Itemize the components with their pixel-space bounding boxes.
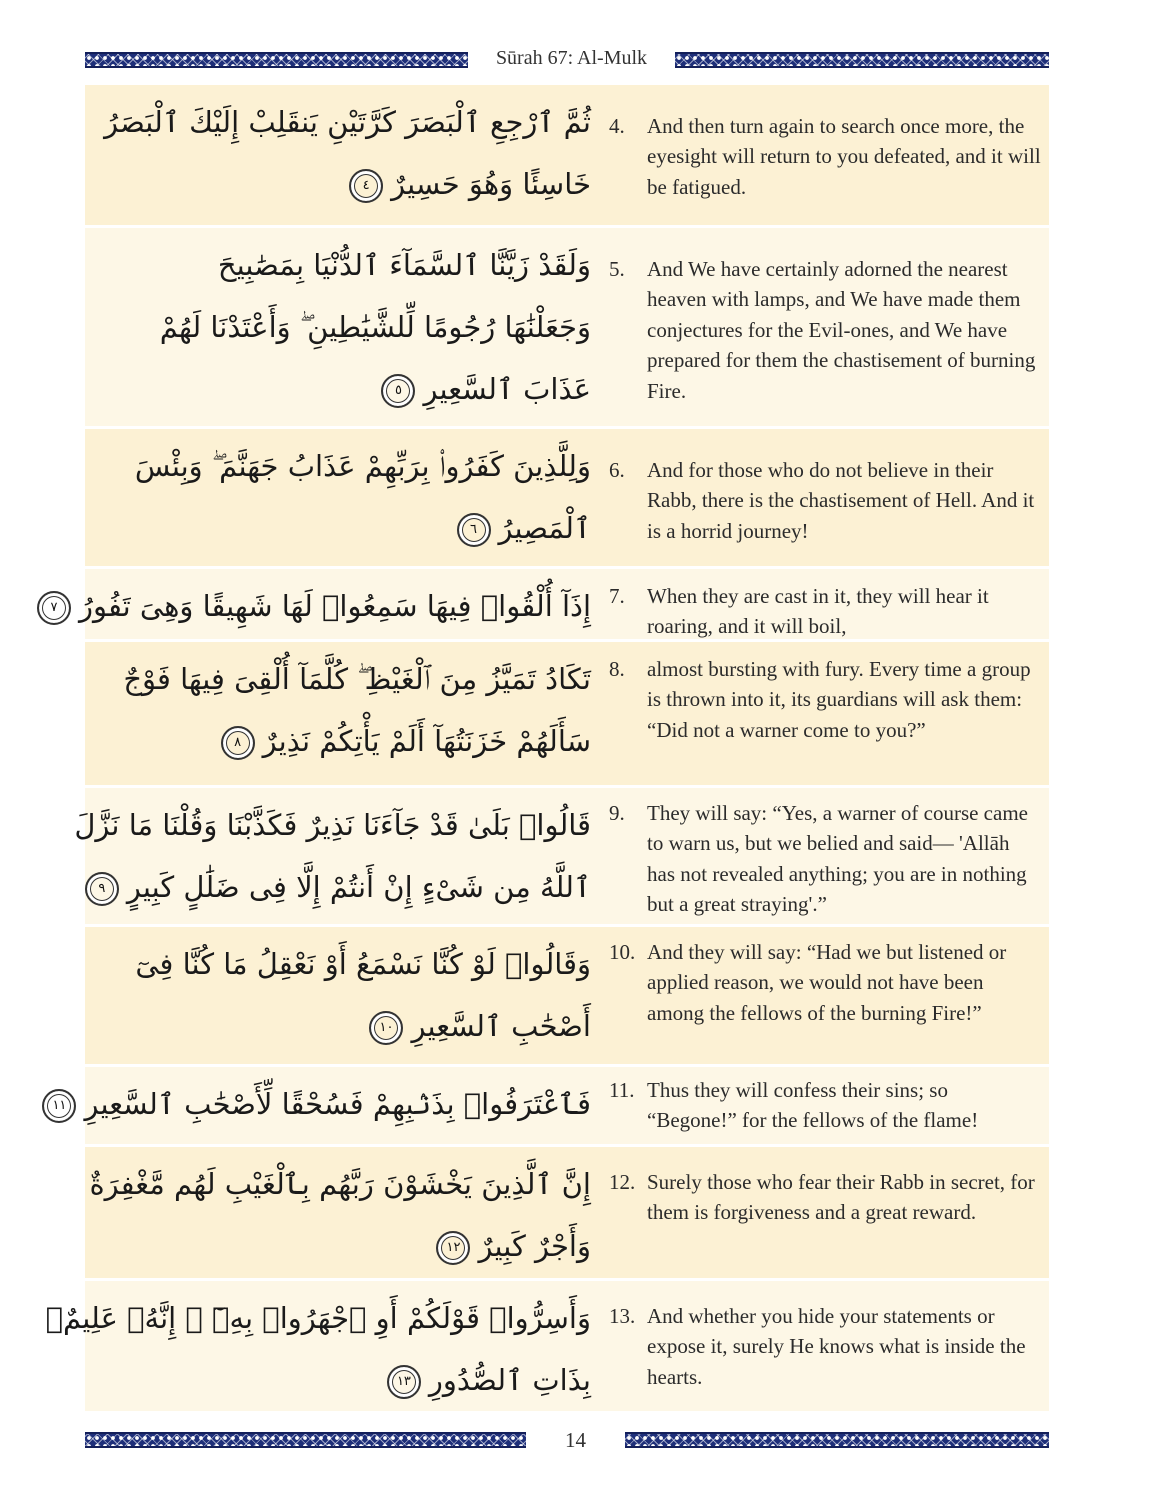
- arabic-line-text: أَصْحَٰبِ ٱلسَّعِيرِ: [411, 1009, 591, 1043]
- verse-number: 10.: [609, 940, 636, 964]
- arabic-text: [85, 228, 605, 426]
- arabic-line: [95, 497, 591, 559]
- translation-text: almost bursting with fury. Every time a group is thrown into it, its guardians will ask them: “Did not a warner come to you?”: [647, 657, 1031, 742]
- ayah-end-marker: ١٠: [369, 1011, 403, 1045]
- arabic-line-text: ٱلْمَصِيرُ: [498, 511, 591, 545]
- translation-text: And for those who do not believe in their Rabb, there is the chastisement of Hell. And it is a horrid journey!: [647, 458, 1035, 543]
- verse-row-10: [85, 927, 1049, 1067]
- arabic-line: [52, 1073, 591, 1135]
- arabic-line: [95, 1349, 591, 1411]
- verse-row-11: [52, 1067, 1049, 1147]
- verse-number: 7.: [609, 584, 625, 608]
- arabic-line-text: فَٱعْتَرَفُوا۟ بِذَنۢبِهِمْ فَسُحْقًا لِّأَصْحَٰبِ ٱلسَّعِيرِ: [84, 1087, 591, 1121]
- verse-number: 4.: [609, 114, 625, 138]
- footer-ornament-left: [85, 1432, 526, 1448]
- ayah-end-marker: ٩: [85, 872, 119, 906]
- verse-row-6: [85, 429, 1049, 569]
- arabic-line: [95, 995, 591, 1057]
- translation: [605, 1281, 1049, 1411]
- header-ornament-left: [85, 52, 468, 68]
- verse-number: 12.: [609, 1170, 636, 1194]
- translation: [605, 1067, 1049, 1144]
- ayah-end-marker: ٤: [349, 169, 383, 203]
- arabic-line: [50, 575, 591, 637]
- translation-text: Surely those who fear their Rabb in secret, for them is forgiveness and a great reward.: [647, 1170, 1035, 1225]
- verse-number: 13.: [609, 1304, 636, 1328]
- ayah-end-marker: ٥: [381, 374, 415, 408]
- verse-row-12: [85, 1147, 1049, 1281]
- arabic-line: [95, 710, 591, 772]
- translation-text: And whether you hide your statements or expose it, surely He knows what is inside the hearts.: [647, 1304, 1026, 1389]
- arabic-line: وَجَعَلْنَٰهَا رُجُومًا لِّلشَّيَٰطِينِ ۖ وَأَعْتَدْنَا لَهُمْ: [159, 310, 591, 344]
- translation: [605, 228, 1049, 426]
- ayah-end-marker: ٦: [457, 513, 491, 547]
- verse-row-9: [74, 788, 1049, 927]
- translation: [605, 1147, 1049, 1278]
- arabic-line: إِنَّ ٱلَّذِينَ يَخْشَوْنَ رَبَّهُم بِٱلْغَيْبِ لَهُم مَّغْفِرَةٌ: [89, 1167, 591, 1201]
- arabic-line: وَلِلَّذِينَ كَفَرُوا۟ بِرَبِّهِمْ عَذَابُ جَهَنَّمَ ۖ وَبِئْسَ: [134, 449, 591, 483]
- arabic-text: [74, 788, 605, 924]
- translation: [605, 642, 1049, 785]
- verse-number: 8.: [609, 657, 625, 681]
- translation-text: When they are cast in it, they will hear it roaring, and it will boil,: [647, 584, 989, 639]
- translation: [605, 927, 1049, 1064]
- page-number: 14: [565, 1428, 586, 1452]
- translation: [605, 85, 1049, 225]
- verse-list: [45, 85, 1049, 1411]
- translation: [605, 569, 1049, 639]
- arabic-text: [85, 642, 605, 785]
- arabic-line-text: إِذَآ أُلْقُوا۟ فِيهَا سَمِعُوا۟ لَهَا شَهِيقًا وَهِىَ تَفُورُ: [78, 589, 591, 623]
- arabic-text: [50, 569, 605, 639]
- ayah-end-marker: ٧: [37, 591, 71, 625]
- arabic-line-text: وَأَجْرٌ كَبِيرٌ: [478, 1229, 591, 1263]
- translation-text: And We have certainly adorned the nearest heaven with lamps, and We have made them conjectures for the Evil-ones, and We have prepared for them the chastisement of burning Fire.: [647, 257, 1036, 403]
- arabic-line-text: بِذَاتِ ٱلصُّدُورِ: [428, 1363, 591, 1397]
- arabic-line: وَلَقَدْ زَيَّنَّا ٱلسَّمَآءَ ٱلدُّنْيَا بِمَصَٰبِيحَ: [217, 248, 591, 282]
- arabic-text: [85, 1147, 605, 1278]
- arabic-line: وَقَالُوا۟ لَوْ كُنَّا نَسْمَعُ أَوْ نَعْقِلُ مَا كُنَّا فِىٓ: [135, 947, 591, 981]
- arabic-text: [85, 927, 605, 1064]
- verse-number: 5.: [609, 257, 625, 281]
- translation-text: And they will say: “Had we but listened or applied reason, we would not have been among the fellows of the burning Fire!”: [647, 940, 1007, 1025]
- arabic-text: [52, 1067, 605, 1144]
- translation: [605, 788, 1049, 924]
- arabic-line: وَأَسِرُّوا۟ قَوْلَكُمْ أَوِ ٱجْهَرُوا۟ بِهِۦٓ ۖ إِنَّهُۥ عَلِيمٌۢ: [45, 1301, 591, 1335]
- arabic-text: [45, 1281, 605, 1411]
- translation-text: And then turn again to search once more, the eyesight will return to you defeated, and it will be fatigued.: [647, 114, 1041, 199]
- verse-row-13: [45, 1281, 1049, 1411]
- ayah-end-marker: ٨: [221, 726, 255, 760]
- page-title: Sūrah 67: Al-Mulk: [495, 47, 648, 69]
- verse-row-4: [85, 85, 1049, 228]
- arabic-line: [95, 1215, 591, 1277]
- ayah-end-marker: ١٣: [387, 1365, 421, 1399]
- arabic-line-text: ٱللَّهُ مِن شَىْءٍ إِنْ أَنتُمْ إِلَّا فِى ضَلَٰلٍ كَبِيرٍ: [126, 870, 591, 904]
- verse-row-8: [85, 642, 1049, 788]
- arabic-line: ثُمَّ ٱرْجِعِ ٱلْبَصَرَ كَرَّتَيْنِ يَنقَلِبْ إِلَيْكَ ٱلْبَصَرُ: [104, 105, 591, 139]
- arabic-line: تَكَادُ تَمَيَّزُ مِنَ ٱلْغَيْظِ ۖ كُلَّمَآ أُلْقِىَ فِيهَا فَوْجٌ: [123, 662, 591, 696]
- arabic-line-text: عَذَابَ ٱلسَّعِيرِ: [423, 372, 591, 406]
- translation-text: Thus they will confess their sins; so “Begone!” for the fellows of the flame!: [647, 1078, 979, 1133]
- verse-number: 9.: [609, 801, 625, 825]
- verse-number: 6.: [609, 458, 625, 482]
- translation-text: They will say: “Yes, a warner of course came to warn us, but we belied and said— 'Allāh has not revealed anything; you are in nothing but a great straying'.”: [647, 801, 1028, 917]
- verse-number: 11.: [609, 1078, 635, 1102]
- footer-ornament-right: [625, 1432, 1049, 1448]
- translation: [605, 429, 1049, 566]
- arabic-text: [85, 85, 605, 225]
- arabic-line: [95, 358, 591, 420]
- ayah-end-marker: ١٢: [436, 1231, 470, 1265]
- arabic-line-text: خَاسِئًا وَهُوَ حَسِيرٌ: [391, 167, 591, 201]
- header-ornament-right: [675, 52, 1049, 68]
- verse-row-5: [85, 228, 1049, 429]
- arabic-line-text: سَأَلَهُمْ خَزَنَتُهَآ أَلَمْ يَأْتِكُمْ نَذِيرٌ: [262, 724, 591, 758]
- arabic-line: [95, 153, 591, 215]
- ayah-end-marker: ١١: [42, 1089, 76, 1123]
- arabic-line: قَالُوا۟ بَلَىٰ قَدْ جَآءَنَا نَذِيرٌ فَكَذَّبْنَا وَقُلْنَا مَا نَزَّلَ: [74, 808, 591, 842]
- arabic-text: [85, 429, 605, 566]
- arabic-line: [95, 856, 591, 918]
- verse-row-7: [50, 569, 1049, 642]
